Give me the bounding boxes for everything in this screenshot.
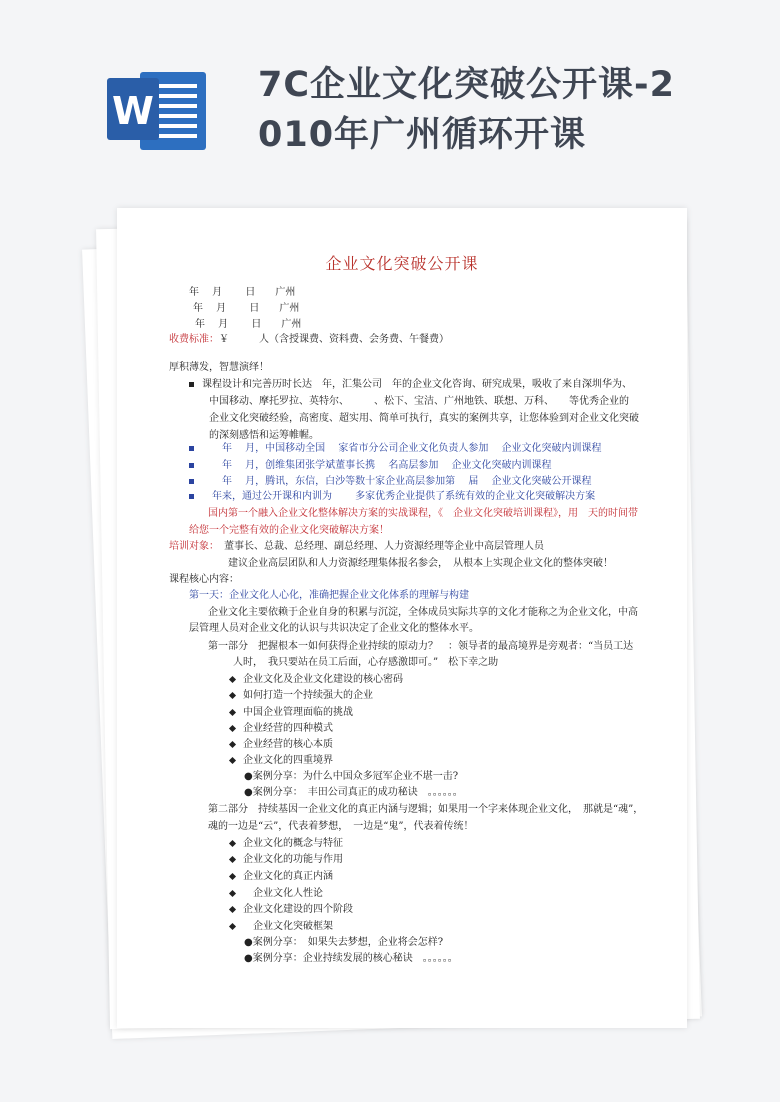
core-label: 课程核心内容：: [169, 574, 239, 585]
diamond-item-text: 企业文化及企业文化建设的核心密码: [243, 674, 403, 685]
diamond-item: [230, 852, 343, 868]
paragraph-line: 层管理人员对企业文化的认识与共识决定了企业文化的整体水平。: [189, 623, 479, 634]
svg-text:W: W: [112, 89, 154, 133]
diamond-item-text: 如何打造一个持续强大的企业: [243, 690, 373, 701]
diamond-item-text: 企业文化建设的四个阶段: [243, 904, 353, 915]
diamond-item: [230, 721, 333, 737]
part-two-subtext: 魂的一边是“云”，代表着梦想， 一边是“鬼”，代表着传统！: [208, 821, 474, 832]
red-note-line: 给您一个完整有效的企业文化突破解决方案！: [189, 525, 389, 536]
blue-bullet-item: [189, 474, 592, 490]
target-suggest: 建议企业高层团队和人力资源经理集体报名参会， 从根本上实现企业文化的整体突破！: [228, 558, 613, 569]
diamond-bullet-icon: [229, 741, 236, 748]
diamond-item-text: 企业经营的核心本质: [243, 739, 333, 750]
red-note-line: 国内第一个融入企业文化整体解决方案的实战课程，《 企业文化突破培训课程》，用 天的时间带: [208, 508, 638, 519]
diamond-item: [230, 705, 353, 721]
blue-bullet-item: [189, 489, 595, 505]
blue-bullet-item: [189, 458, 552, 474]
diamond-item: [230, 688, 373, 704]
diamond-item: [230, 886, 323, 902]
case-share: ●案例分享： 丰田公司真正的成功秘诀 。。。。。。: [244, 787, 463, 798]
diamond-bullet-icon: [229, 873, 236, 880]
target-row: [169, 539, 544, 555]
doc-heading: 企业文化突破公开课: [325, 254, 479, 273]
diamond-item-text: 中国企业管理面临的挑战: [243, 707, 353, 718]
diamond-item-text: 企业文化人性论: [243, 888, 323, 899]
bullet-item: [189, 377, 632, 393]
diamond-bullet-icon: [229, 840, 236, 847]
square-bullet-icon: [189, 494, 194, 499]
diamond-item: [230, 753, 333, 769]
diamond-item-text: 企业文化的功能与作用: [243, 854, 343, 865]
part-one-quote: 人时， 我只要站在员工后面，心存感激即可。” 松下幸之助: [233, 657, 499, 668]
diamond-item: [230, 672, 403, 688]
part-one-heading: 第一部分 把握根本一如何获得企业持续的原动力？ ：领导者的最高境界是旁观者：“当员工达: [208, 641, 634, 652]
intro-text: 厚积薄发，智慧演绎！: [169, 362, 269, 373]
diamond-item: [230, 869, 333, 885]
blue-bullet-text: 年 月，创维集团张学斌董事长携 名高层参加 企业文化突破内训课程: [222, 460, 552, 471]
fee-text: ￥ 人（含授课费、资料费、会务费、午餐费）: [219, 334, 449, 345]
paragraph-line: 企业文化主要依赖于企业自身的积累与沉淀，全体成员实际共享的文化才能称之为企业文化，中高: [208, 607, 638, 618]
square-bullet-icon: [189, 382, 194, 387]
target-label: 培训对象：: [169, 541, 214, 552]
date-line: 年 月 日 广州: [193, 303, 300, 314]
diamond-bullet-icon: [229, 725, 236, 732]
diamond-bullet-icon: [229, 709, 236, 716]
document-content: [117, 208, 687, 1028]
case-share: ●案例分享： 如果失去梦想，企业将会怎样?: [244, 937, 444, 948]
square-bullet-icon: [189, 446, 194, 451]
diamond-item-text: 企业文化的概念与特征: [243, 838, 343, 849]
diamond-bullet-icon: [229, 923, 236, 930]
diamond-bullet-icon: [229, 906, 236, 913]
fee-label: 收费标准：: [169, 334, 219, 345]
blue-bullet-item: [189, 441, 602, 457]
fee-row: [169, 332, 449, 348]
diamond-bullet-icon: [229, 856, 236, 863]
diamond-item: [230, 836, 343, 852]
target-text: 董事长、总裁、总经理、副总经理、人力资源经理等企业中高层管理人员: [224, 541, 544, 552]
diamond-bullet-icon: [229, 757, 236, 764]
day-one-heading: 第一天：企业文化人心化，准确把握企业文化体系的理解与构建: [189, 590, 469, 601]
blue-bullet-text: 年来，通过公开课和内训为 多家优秀企业提供了系统有效的企业文化突破解决方案: [212, 491, 596, 502]
diamond-item-text: 企业文化的四重境界: [243, 755, 333, 766]
bullet-continuation: 中国移动、摩托罗拉、英特尔、 、松下、宝洁、广州地铁、联想、万科、 等优秀企业的: [209, 396, 629, 407]
bullet-text: 课程设计和完善历时长达 年，汇集公司 年的企业文化咨询、研究成果，吸收了来自深圳华为、: [202, 379, 632, 390]
diamond-item-text: 企业经营的四种模式: [243, 723, 333, 734]
bullet-continuation: 企业文化突破经验，高密度、超实用、简单可执行，真实的案例共享，让您体验到对企业文化突破: [209, 413, 639, 424]
date-line: 年 月 日 广州: [195, 319, 302, 330]
diamond-bullet-icon: [229, 692, 236, 699]
title-line-1: 7C企业文化突破公开课-2: [258, 65, 675, 105]
word-document-icon: [105, 68, 210, 153]
diamond-item-text: 企业文化的真正内涵: [243, 871, 333, 882]
title-line-2: 010年广州循环开课: [258, 115, 587, 155]
diamond-item: [230, 737, 333, 753]
diamond-item-text: 企业文化突破框架: [243, 921, 333, 932]
blue-bullet-text: 年 月，中国移动全国 家省市分公司企业文化负责人参加 企业文化突破内训课程: [222, 443, 602, 454]
diamond-item: [230, 902, 353, 918]
diamond-item: [230, 919, 333, 935]
blue-bullet-text: 年 月，腾讯，东信，白沙等数十家企业高层参加第 届 企业文化突破公开课程: [222, 476, 592, 487]
header: [0, 0, 780, 200]
bullet-continuation: 的深刻感悟和运筹帷幄。: [209, 430, 319, 441]
square-bullet-icon: [189, 479, 194, 484]
square-bullet-icon: [189, 463, 194, 468]
part-two-heading: 第二部分 持续基因一企业文化的真正内涵与逻辑；如果用一个字来体现企业文化， 那就是“魂”，: [208, 804, 644, 815]
case-share: ●案例分享：企业持续发展的核心秘诀 。。。。。。: [244, 953, 458, 964]
diamond-bullet-icon: [229, 676, 236, 683]
document-title: [258, 60, 738, 160]
case-share: ●案例分享：为什么中国众多冠军企业不堪一击?: [244, 771, 459, 782]
diamond-bullet-icon: [229, 890, 236, 897]
date-line: 年 月 日 广州: [189, 287, 296, 298]
